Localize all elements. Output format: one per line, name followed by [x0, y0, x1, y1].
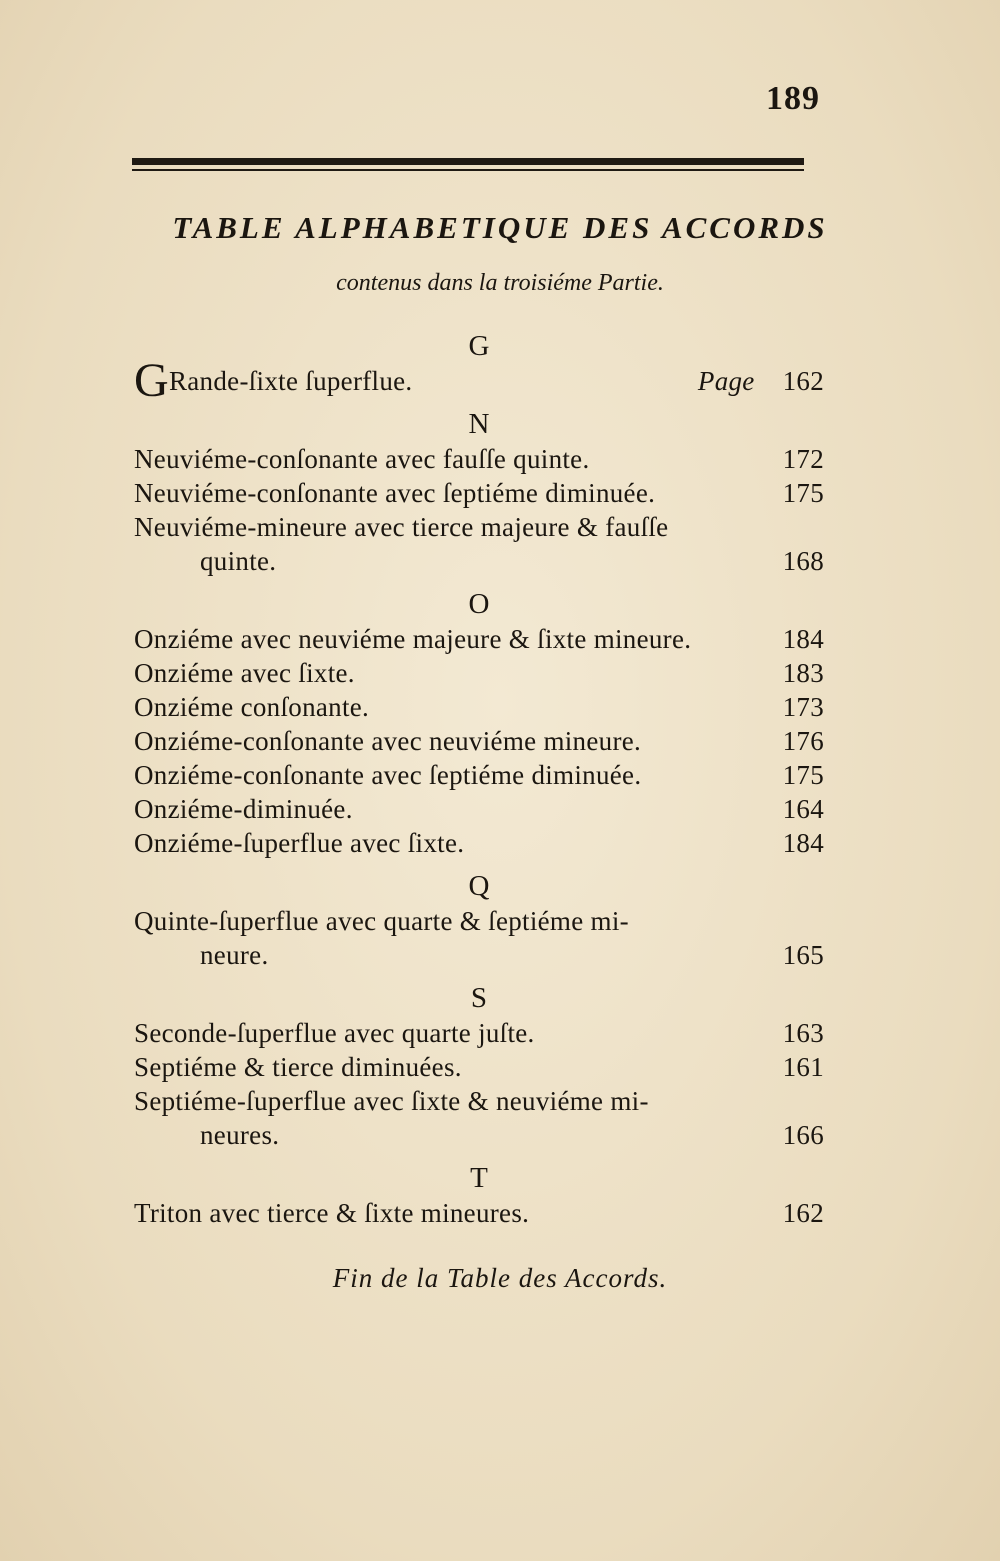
entry-text: Onziéme avec ſixte. — [134, 658, 355, 688]
entry-page: 164 — [782, 794, 824, 824]
page-subtitle: contenus dans la troisiéme Partie. — [336, 270, 664, 296]
entry-text: Triton avec tierce & ſixte mineures. — [134, 1198, 530, 1228]
section-letter-q: Q — [468, 870, 490, 902]
index-entry — [134, 622, 824, 656]
entry-text: Quinte-ſuperflue avec quarte & ſeptiéme mi- — [134, 906, 629, 936]
entry-page: 162 — [782, 366, 824, 396]
entry-page: 184 — [782, 828, 824, 858]
entry-page: 166 — [782, 1120, 824, 1150]
entry-text: Onziéme-conſonante avec neuviéme mineure. — [134, 726, 642, 756]
entry-page: 163 — [782, 1018, 824, 1048]
index-entry — [134, 656, 824, 690]
index-entry — [134, 1016, 824, 1050]
index-entry-continuation — [134, 544, 824, 578]
index-entry — [134, 904, 824, 938]
entry-page: 184 — [782, 624, 824, 654]
entry-text: Onziéme conſonante. — [134, 692, 370, 722]
entry-text: Septiéme-ſuperflue avec ſixte & neuviéme mi- — [134, 1086, 649, 1116]
section-letter-o: O — [468, 588, 490, 620]
entry-page: 176 — [782, 726, 824, 756]
header-rule-thick — [132, 158, 804, 165]
page-title: TABLE ALPHABETIQUE DES ACCORDS — [172, 210, 828, 245]
entry-page: 165 — [782, 940, 824, 970]
index-entry — [134, 792, 824, 826]
index-content — [134, 320, 824, 1230]
entry-text: neure. — [200, 940, 269, 970]
header-rule-thin — [132, 169, 804, 171]
index-entry-continuation — [134, 1118, 824, 1152]
entry-text: Onziéme-diminuée. — [134, 794, 353, 824]
entry-text: Septiéme & tierce diminuées. — [134, 1052, 462, 1082]
index-entry — [134, 1196, 824, 1230]
index-entry — [134, 354, 824, 407]
section-letter-n: N — [468, 408, 490, 440]
entry-page: 175 — [782, 760, 824, 790]
section-letter-g: G — [468, 330, 490, 362]
section-letter-s: S — [470, 982, 488, 1014]
index-entry — [134, 1084, 824, 1118]
header-rule — [132, 158, 804, 171]
section-letter-t: T — [470, 1162, 488, 1194]
entry-text: Neuviéme-mineure avec tierce majeure & fauſſe — [134, 512, 669, 542]
entry-text: Seconde-ſuperflue avec quarte juſte. — [134, 1018, 535, 1048]
index-entry — [134, 758, 824, 792]
entry-page: 168 — [782, 546, 824, 576]
index-entry — [134, 826, 824, 860]
index-entry — [134, 1050, 824, 1084]
index-entry — [134, 510, 824, 544]
entry-text: quinte. — [200, 546, 277, 576]
entry-page: 162 — [782, 1198, 824, 1228]
entry-page: 161 — [782, 1052, 824, 1082]
entry-page: 183 — [782, 658, 824, 688]
entry-page: 175 — [782, 478, 824, 508]
entry-text: neures. — [200, 1120, 280, 1150]
drop-cap: G — [134, 354, 169, 407]
entry-page: 173 — [782, 692, 824, 722]
index-entry — [134, 476, 824, 510]
page-number: 189 — [766, 80, 820, 117]
index-entry — [134, 724, 824, 758]
entry-text: Onziéme-conſonante avec ſeptiéme diminuée. — [134, 760, 642, 790]
page-word: Page — [697, 366, 755, 396]
entry-text: Onziéme avec neuviéme majeure & ſixte mineure. — [134, 624, 692, 654]
index-entry-continuation — [134, 938, 824, 972]
entry-text: Rande-ſixte ſuperflue. — [168, 366, 413, 396]
entry-text: Neuviéme-conſonante avec ſeptiéme diminuée. — [134, 478, 656, 508]
entry-page: 172 — [782, 444, 824, 474]
entry-text: Neuviéme-conſonante avec fauſſe quinte. — [134, 444, 590, 474]
index-entry — [134, 690, 824, 724]
index-entry — [134, 442, 824, 476]
entry-text: Onziéme-ſuperflue avec ſixte. — [134, 828, 465, 858]
footer-text: Fin de la Table des Accords. — [332, 1263, 668, 1293]
